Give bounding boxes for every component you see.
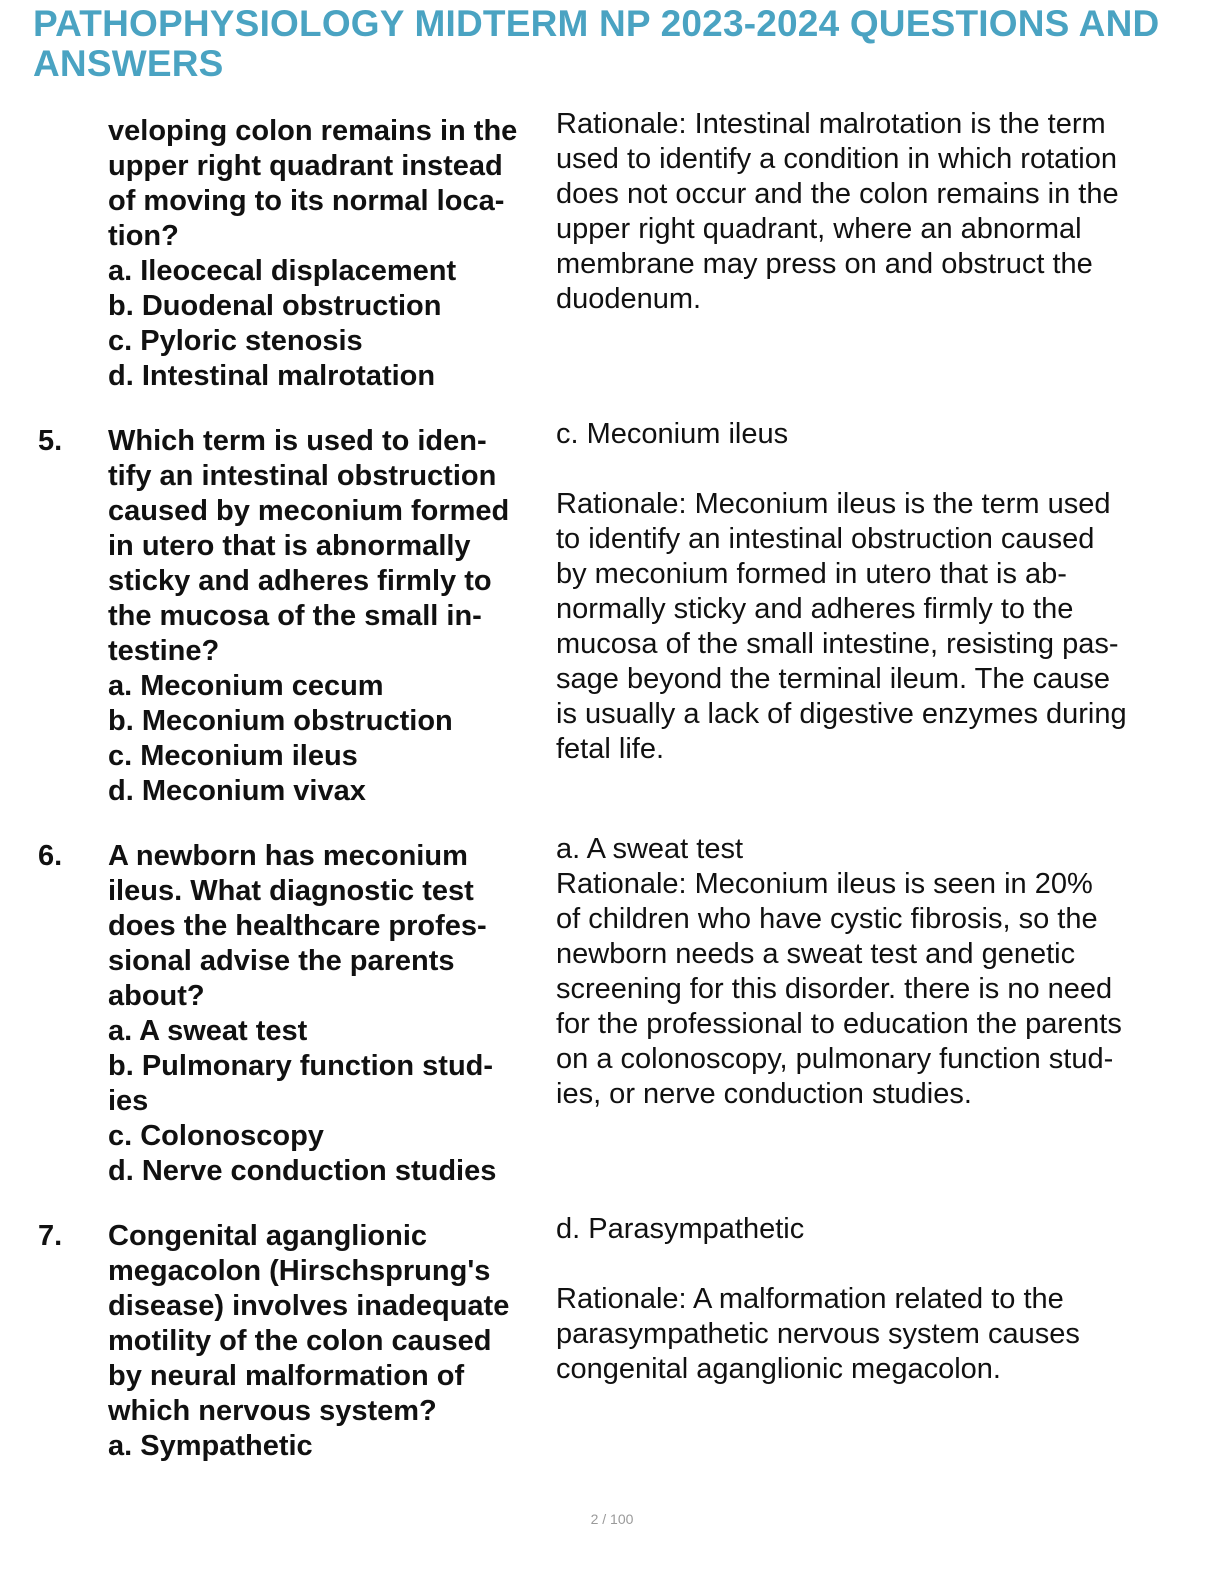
answer-option: d. Intestinal malrotation	[108, 360, 436, 392]
answer-option: c. Pyloric stenosis	[108, 325, 363, 357]
question-text	[108, 839, 548, 1189]
rationale-line: congenital aganglionic megacolon.	[556, 1353, 1001, 1385]
question-line: disease) involves inadequate	[108, 1290, 510, 1322]
correct-answer: d. Parasympathetic	[556, 1213, 805, 1245]
answer-option: d. Meconium vivax	[108, 775, 366, 807]
answer-block	[556, 417, 1176, 767]
answer-option: c. Colonoscopy	[108, 1120, 324, 1152]
rationale-line: Rationale: Meconium ileus is the term used	[556, 488, 1111, 520]
answer-option: a. Sympathetic	[108, 1430, 313, 1462]
answer-option: b. Pulmonary function stud-	[108, 1050, 494, 1082]
question-text	[108, 424, 548, 809]
question-line: veloping colon remains in the	[108, 115, 518, 147]
question-line: ileus. What diagnostic test	[108, 875, 474, 907]
rationale-line: ies, or nerve conduction studies.	[556, 1078, 972, 1110]
question-line: motility of the colon caused	[108, 1325, 492, 1357]
question-line: in utero that is abnormally	[108, 530, 471, 562]
answer-option: c. Meconium ileus	[108, 740, 358, 772]
rationale-line: sage beyond the terminal ileum. The cause	[556, 663, 1111, 695]
question-line: does the healthcare profes-	[108, 910, 487, 942]
correct-answer: c. Meconium ileus	[556, 418, 789, 450]
rationale-line: to identify an intestinal obstruction caused	[556, 523, 1095, 555]
question-line: tify an intestinal obstruction	[108, 460, 497, 492]
rationale-line: mucosa of the small intestine, resisting pas-	[556, 628, 1119, 660]
rationale-line: of children who have cystic fibrosis, so the	[556, 903, 1098, 935]
question-line: A newborn has meconium	[108, 840, 468, 872]
rationale-line: does not occur and the colon remains in the	[556, 178, 1119, 210]
rationale-line: membrane may press on and obstruct the	[556, 248, 1093, 280]
answer-option: b. Meconium obstruction	[108, 705, 453, 737]
rationale-line: on a colonoscopy, pulmonary function stud-	[556, 1043, 1114, 1075]
rationale-line: Rationale: Meconium ileus is seen in 20%	[556, 868, 1093, 900]
correct-answer: a. A sweat test	[556, 833, 743, 865]
answer-block	[556, 832, 1176, 1112]
question-line: Congenital aganglionic	[108, 1220, 428, 1252]
question-number: 5.	[38, 425, 63, 457]
answer-option: d. Nerve conduction studies	[108, 1155, 497, 1187]
rationale-line: newborn needs a sweat test and genetic	[556, 938, 1076, 970]
answer-option: a. A sweat test	[108, 1015, 308, 1047]
rationale-line: by meconium formed in utero that is ab-	[556, 558, 1067, 590]
question-line: upper right quadrant instead	[108, 150, 503, 182]
answer-block	[556, 107, 1176, 317]
rationale-line: for the professional to education the parents	[556, 1008, 1122, 1040]
rationale-line: fetal life.	[556, 733, 664, 765]
question-number: 7.	[38, 1220, 63, 1252]
question-line: megacolon (Hirschsprung's	[108, 1255, 491, 1287]
rationale-line: Rationale: Intestinal malrotation is the term	[556, 108, 1106, 140]
question-line: which nervous system?	[108, 1395, 437, 1427]
rationale-line: parasympathetic nervous system causes	[556, 1318, 1080, 1350]
question-line: sticky and adheres firmly to	[108, 565, 492, 597]
question-line: of moving to its normal loca-	[108, 185, 505, 217]
rationale-line: used to identify a condition in which rotation	[556, 143, 1118, 175]
question-line: sional advise the parents	[108, 945, 455, 977]
document-title: PATHOPHYSIOLOGY MIDTERM NP 2023-2024 QUESTIONS AND ANSWERS	[33, 3, 1160, 84]
rationale-line: Rationale: A malformation related to the	[556, 1283, 1064, 1315]
question-line: by neural malformation of	[108, 1360, 465, 1392]
rationale-line: duodenum.	[556, 283, 702, 315]
question-text	[108, 114, 548, 394]
answer-option: b. Duodenal obstruction	[108, 290, 442, 322]
rationale-line: is usually a lack of digestive enzymes during	[556, 698, 1127, 730]
rationale-line: normally sticky and adheres firmly to the	[556, 593, 1074, 625]
question-line: caused by meconium formed	[108, 495, 510, 527]
question-line: testine?	[108, 635, 220, 667]
answer-option: ies	[108, 1085, 149, 1117]
rationale-line: upper right quadrant, where an abnormal	[556, 213, 1082, 245]
question-line: about?	[108, 980, 205, 1012]
question-line: the mucosa of the small in-	[108, 600, 482, 632]
question-line: tion?	[108, 220, 179, 252]
question-number: 6.	[38, 840, 63, 872]
page-indicator: 2 / 100	[590, 1511, 634, 1527]
rationale-line: screening for this disorder. there is no need	[556, 973, 1113, 1005]
answer-option: a. Ileocecal displacement	[108, 255, 457, 287]
question-text	[108, 1219, 548, 1464]
answer-option: a. Meconium cecum	[108, 670, 384, 702]
question-line: Which term is used to iden-	[108, 425, 487, 457]
answer-block	[556, 1212, 1176, 1387]
